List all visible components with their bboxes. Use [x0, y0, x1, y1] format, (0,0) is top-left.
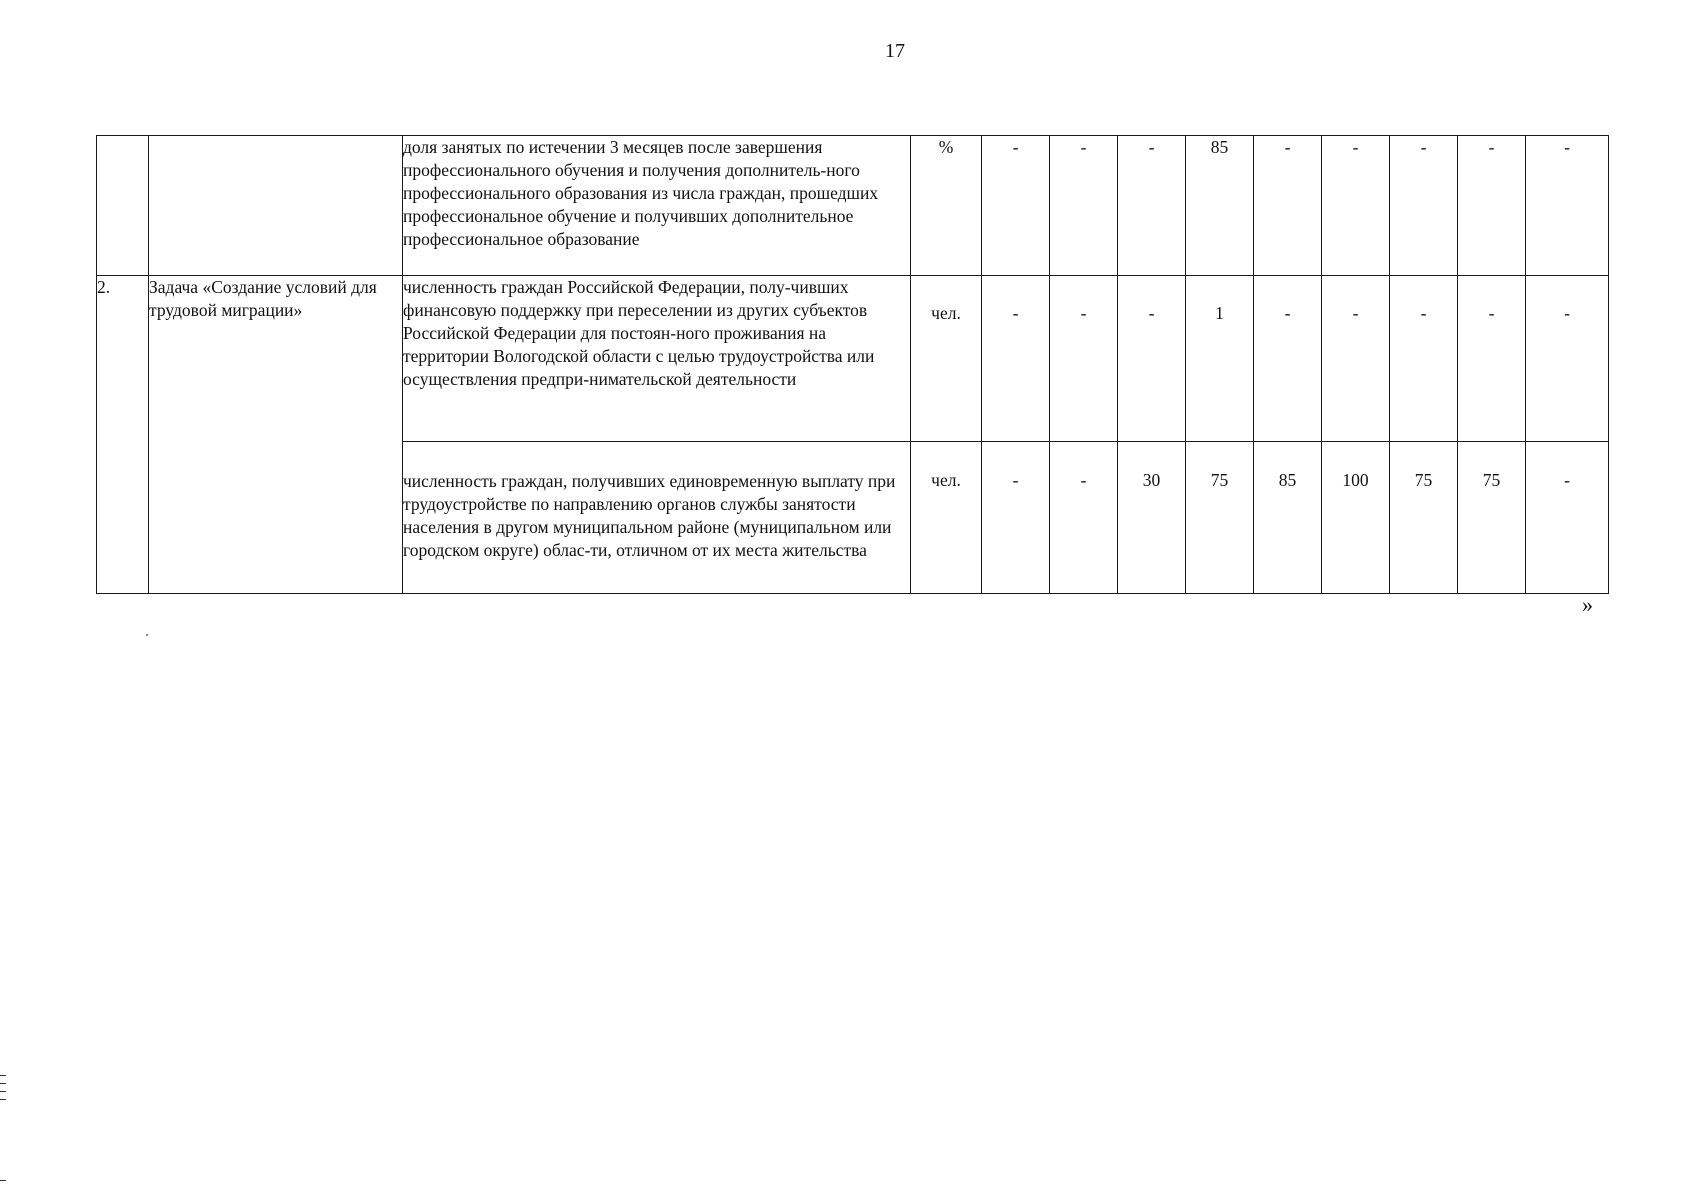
indicator-cell: численность граждан Российской Федерации, полу-чивших финансовую поддержку при переселении из других субъектов Российской Федерации для постоян-ного проживания на территории Вологодской области с целью трудоустройства или осуществления предпри-нимательской деятельности: [403, 276, 911, 442]
margin-mark: [0, 1099, 6, 1100]
value-cell: -: [1458, 136, 1526, 276]
indicator-cell: численность граждан, получивших единовременную выплату при трудоустройстве по направлению органов службы занятости населения в другом муниципальном районе (муниципальном или городском округе) облас-ти, отличном от их места жительства: [403, 442, 911, 594]
margin-mark: [0, 1180, 6, 1181]
row-number-cell: 2.: [97, 276, 149, 594]
value-cell: -: [1390, 136, 1458, 276]
value-cell: 100: [1322, 442, 1390, 594]
task-cell: [149, 136, 403, 276]
value-cell: 85: [1254, 442, 1322, 594]
value-cell: -: [1050, 276, 1118, 442]
task-cell: Задача «Создание условий для трудовой миграции»: [149, 276, 403, 594]
value-cell: -: [982, 442, 1050, 594]
value-cell: 1: [1186, 276, 1254, 442]
value-cell: -: [1526, 276, 1609, 442]
unit-cell: чел.: [911, 276, 982, 442]
value-cell: -: [1050, 136, 1118, 276]
value-cell: 75: [1186, 442, 1254, 594]
row-number-cell: [97, 136, 149, 276]
page-number: 17: [885, 40, 905, 62]
value-cell: -: [982, 276, 1050, 442]
unit-cell: чел.: [911, 442, 982, 594]
value-cell: -: [1118, 276, 1186, 442]
value-cell: 30: [1118, 442, 1186, 594]
value-cell: -: [1526, 136, 1609, 276]
value-cell: -: [1322, 136, 1390, 276]
value-cell: -: [1458, 276, 1526, 442]
value-cell: -: [1322, 276, 1390, 442]
value-cell: -: [1050, 442, 1118, 594]
value-cell: 85: [1186, 136, 1254, 276]
value-cell: -: [1118, 136, 1186, 276]
value-cell: -: [982, 136, 1050, 276]
indicators-table: [96, 135, 1609, 594]
value-cell: 75: [1458, 442, 1526, 594]
value-cell: 75: [1390, 442, 1458, 594]
margin-mark: [0, 1091, 6, 1092]
margin-mark: [0, 1075, 6, 1076]
unit-cell: %: [911, 136, 982, 276]
margin-mark: [0, 1083, 6, 1084]
value-cell: -: [1254, 136, 1322, 276]
indicator-cell: доля занятых по истечении 3 месяцев после завершения профессионального обучения и получения дополнитель-ного профессионального образования из числа граждан, прошедших профессиональное обучение и получивших дополнительное профессиональное образование: [403, 136, 911, 276]
table-row: [97, 276, 1609, 442]
value-cell: -: [1254, 276, 1322, 442]
value-cell: -: [1390, 276, 1458, 442]
table-row: [97, 136, 1609, 276]
closing-quote-mark: »: [1582, 592, 1593, 617]
scan-speck: [146, 634, 148, 636]
value-cell: -: [1526, 442, 1609, 594]
